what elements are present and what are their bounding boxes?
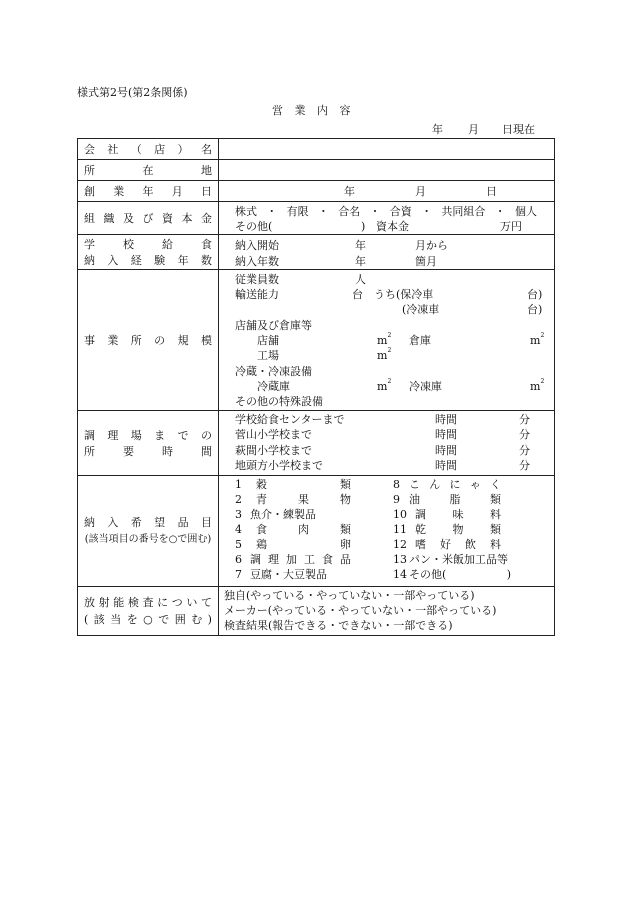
- store-label: 店舗: [257, 334, 279, 347]
- item-option[interactable]: 調 味 料: [415, 508, 501, 521]
- date-month: 月: [468, 123, 479, 136]
- delivery-start-month: 月から: [415, 239, 448, 252]
- item-option[interactable]: 乾 物 類: [415, 523, 501, 536]
- item-option[interactable]: 食 肉 類: [256, 523, 351, 536]
- capital-label: 資本金: [376, 220, 409, 233]
- freezer-area-unit: $m^2$: [530, 378, 545, 393]
- store-area-unit: $m^2$: [377, 332, 392, 347]
- date-year: 年: [432, 123, 443, 136]
- item-number: 4: [235, 523, 242, 536]
- form-number: 様式第2号(第2条関係): [77, 86, 188, 99]
- freezer-label: 冷凍庫: [409, 380, 442, 393]
- other-special-label: その他の特殊設備: [235, 395, 323, 408]
- delivery-start-label: 納入開始: [235, 239, 279, 252]
- desired-items-label: 納 入 希 望 品 目 (該当項目の番号を○で囲む): [78, 476, 219, 587]
- organization-types: 株式 ・ 有限 ・ 合名 ・ 合資 ・ 共同組合 ・ 個人: [235, 205, 537, 218]
- destination-name: 学校給食センターまで: [235, 413, 345, 426]
- address-field[interactable]: [219, 160, 555, 181]
- founded-day: 日: [486, 185, 497, 198]
- item-number: 3: [235, 508, 242, 521]
- organization-label: 組 織 及 び 資 本 金: [78, 202, 219, 235]
- founded-label: 創 業 年 月 日: [78, 181, 219, 202]
- transport-label: 輸送能力: [235, 288, 279, 301]
- destination-name: 萩間小学校まで: [235, 444, 312, 457]
- item-number: 5: [235, 538, 242, 551]
- destination-name: 菅山小学校まで: [235, 428, 312, 441]
- destination-minutes: 分: [519, 444, 530, 457]
- item-option[interactable]: 青 果 物: [256, 493, 351, 506]
- test-results-option[interactable]: 検査結果(報告できる・できない・一部できる): [224, 619, 453, 632]
- item-number: 7: [235, 568, 242, 581]
- desired-items-field[interactable]: [219, 476, 555, 587]
- destination-minutes: 分: [519, 428, 530, 441]
- page-title: 営 業 内 容: [272, 104, 355, 117]
- employees-label: 従業員数: [235, 273, 279, 286]
- refrigeration-label: 冷蔵・冷凍設備: [235, 365, 312, 378]
- factory-area-unit: $m^2$: [377, 347, 392, 362]
- refrigerated-truck-label: うち(保冷車: [374, 288, 434, 301]
- company-name-field[interactable]: [219, 139, 555, 160]
- destination-minutes: 分: [519, 459, 530, 472]
- refrigerated-truck-unit: 台): [527, 288, 543, 301]
- organization-other: その他(: [235, 220, 273, 233]
- delivery-start-year: 年: [355, 239, 366, 252]
- item-number: 9: [393, 493, 400, 506]
- item-number: 1: [235, 478, 242, 491]
- destination-minutes: 分: [519, 413, 530, 426]
- organization-other-close: ): [361, 220, 366, 233]
- item-option[interactable]: その他( ): [409, 568, 511, 581]
- destination-name: 地頭方小学校まで: [235, 459, 323, 472]
- fridge-area-unit: $m^2$: [377, 378, 392, 393]
- transport-unit: 台: [352, 288, 363, 301]
- address-label: 所 在 地: [78, 160, 219, 181]
- item-number: 10: [393, 508, 407, 521]
- school-lunch-label: 学 校 給 食 納 入 経 験 年 数: [78, 235, 219, 270]
- school-lunch-field[interactable]: [219, 235, 555, 270]
- freezer-truck-label: (冷凍車: [402, 303, 440, 316]
- fridge-label: 冷蔵庫: [257, 380, 290, 393]
- factory-label: 工場: [257, 349, 279, 362]
- destination-hours: 時間: [435, 459, 457, 472]
- scale-label: 事 業 所 の 規 模: [78, 270, 219, 411]
- destination-hours: 時間: [435, 413, 457, 426]
- item-number: 14: [393, 568, 407, 581]
- item-option[interactable]: 嗜 好 飲 料: [415, 538, 501, 551]
- item-option[interactable]: 魚介・練製品: [250, 508, 316, 521]
- item-option[interactable]: 調 理 加 工 食 品: [250, 553, 351, 566]
- founded-year: 年: [344, 185, 355, 198]
- business-content-form: [77, 138, 555, 636]
- item-option[interactable]: 豆腐・大豆製品: [250, 568, 327, 581]
- warehouse-area-unit: $m^2$: [530, 332, 545, 347]
- warehouse-label: 倉庫: [409, 334, 431, 347]
- organization-field[interactable]: [219, 202, 555, 235]
- delivery-years-months: 箇月: [415, 255, 437, 268]
- destination-hours: 時間: [435, 444, 457, 457]
- store-warehouse-label: 店舗及び倉庫等: [235, 319, 312, 332]
- company-name-label: 会 社 （ 店 ） 名: [78, 139, 219, 160]
- item-option[interactable]: 穀 類: [256, 478, 351, 491]
- destination-hours: 時間: [435, 428, 457, 441]
- item-option[interactable]: パン・米飯加工品等: [409, 553, 508, 566]
- item-number: 6: [235, 553, 242, 566]
- item-option[interactable]: 鶏 卵: [256, 538, 351, 551]
- date-day: 日現在: [502, 123, 535, 136]
- scale-field[interactable]: [219, 270, 555, 411]
- item-number: 11: [393, 523, 407, 536]
- item-option[interactable]: こ ん に ゃ く: [409, 478, 501, 491]
- travel-time-field[interactable]: [219, 411, 555, 476]
- inhouse-testing-option[interactable]: 独自(やっている・やっていない・一部やっている): [224, 589, 475, 602]
- employees-unit: 人: [355, 273, 366, 286]
- item-number: 8: [393, 478, 400, 491]
- travel-time-label: 調 理 場 ま で の 所 要 時 間: [78, 411, 219, 476]
- item-number: 2: [235, 493, 242, 506]
- founded-month: 月: [415, 185, 426, 198]
- freezer-truck-unit: 台): [527, 303, 543, 316]
- delivery-years-year: 年: [355, 255, 366, 268]
- radioactivity-field[interactable]: [219, 587, 555, 636]
- capital-unit: 万円: [500, 220, 522, 233]
- item-number: 12: [393, 538, 407, 551]
- founded-field[interactable]: [219, 181, 555, 202]
- radioactivity-label: 放 射 能 検 査 に つ い て ( 該 当 を ○ で 囲 む ): [78, 587, 219, 636]
- delivery-years-label: 納入年数: [235, 255, 279, 268]
- item-number: 13: [393, 553, 407, 566]
- manufacturer-testing-option[interactable]: メーカー(やっている・やっていない・一部やっている): [224, 604, 497, 617]
- item-option[interactable]: 油 脂 類: [409, 493, 501, 506]
